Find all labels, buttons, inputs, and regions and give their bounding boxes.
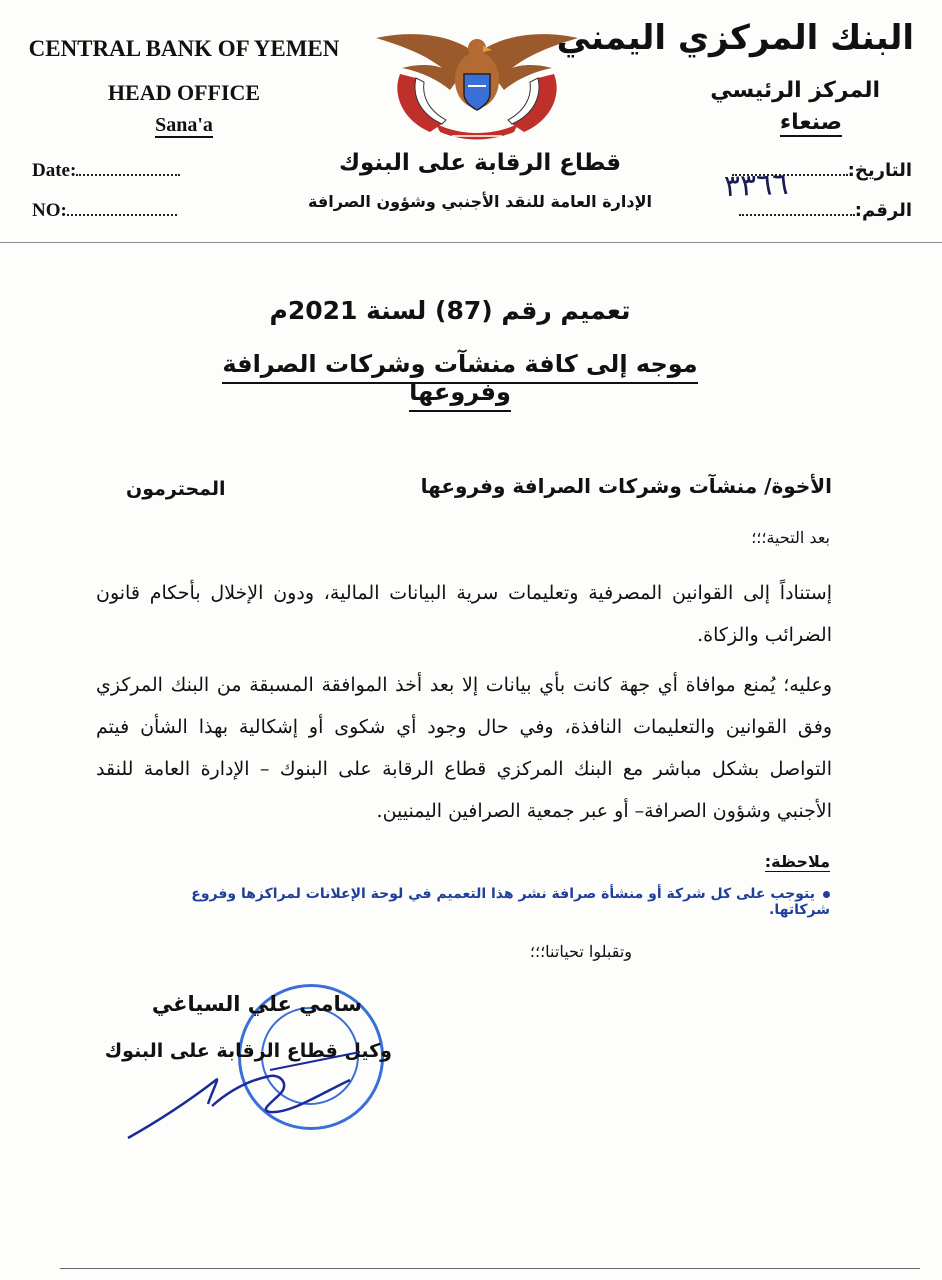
note-label-text: ملاحظة:	[764, 852, 830, 871]
ar-date-label: التاريخ:	[847, 160, 912, 181]
footer-divider	[60, 1268, 920, 1269]
ar-no-dots	[739, 214, 855, 216]
signatory-title: وكيل قطاع الرقابة على البنوك	[104, 1040, 392, 1062]
respected-label: المحترمون	[126, 478, 226, 500]
paragraph-1: إستناداً إلى القوانين المصرفية وتعليمات سرية البيانات المالية، ودون الإخلال بأحكام قانون الضرائب والزكاة.	[96, 582, 832, 646]
en-no-row	[32, 200, 177, 222]
header-divider	[0, 242, 942, 243]
ar-no-row	[739, 200, 912, 221]
greeting: بعد التحية؛؛؛	[751, 528, 830, 547]
circular-title: تعميم رقم (87) لسنة 2021م	[269, 296, 631, 325]
note-label	[765, 852, 830, 871]
bullet-dot-icon	[823, 891, 830, 898]
signature-icon	[120, 1040, 390, 1150]
en-city-text: Sana'a	[155, 114, 213, 136]
note-bullet	[170, 886, 830, 918]
en-date-dots	[76, 174, 180, 176]
en-city	[14, 114, 354, 137]
yemen-eagle-emblem-icon	[372, 24, 582, 142]
signatory-name: سامي علي السياغي	[151, 992, 362, 1016]
ar-city	[780, 110, 842, 135]
ar-city-text: صنعاء	[779, 110, 842, 135]
ar-bank-name: البنك المركزي اليمني	[556, 18, 914, 58]
note-bullet-text: يتوجب على كل شركة أو منشأة صرافة نشر هذا التعميم في لوحة الإعلانات لمراكزها وفروع شركاتها.	[191, 886, 830, 918]
en-no-label: NO:	[32, 200, 67, 221]
paragraph-2: وعليه؛ يُمنع موافاة أي جهة كانت بأي بيانات إلا بعد أخذ الموافقة المسبقة من البنك المركزي وفق القوانين والتعليمات النافذة، وفي حال وجود أي شكوى أو إشكالية بهذا الشأن فيتم التواصل بشكل مباشر مع البنك المركزي قطاع الرقابة على البنوك – الإدارة العامة للنقد الأجنبي وشؤون الصرافة– أو عبر جمعية الصرافين اليمنيين.	[96, 674, 832, 822]
en-bank-name: CENTRAL BANK OF YEMEN	[28, 36, 340, 61]
addressee: الأخوة/ منشآت وشركات الصرافة وفروعها	[420, 474, 832, 498]
ar-no-label: الرقم:	[854, 200, 912, 221]
en-no-dots	[67, 214, 177, 216]
sector-name: قطاع الرقابة على البنوك	[338, 150, 622, 176]
handwritten-ref-number: ٣٣٦٦	[723, 166, 790, 205]
en-head-office-text: HEAD OFFICE	[107, 80, 261, 105]
en-date-row	[32, 160, 180, 182]
circular-subtitle-text: موجه إلى كافة منشآت وشركات الصرافة وفروعها	[222, 350, 697, 412]
department-name: الإدارة العامة للنقد الأجنبي وشؤون الصرافة	[308, 192, 652, 211]
en-head-office	[14, 80, 354, 106]
closing: وتقبلوا تحياتنا؛؛؛	[529, 942, 632, 961]
en-date-label: Date:	[32, 160, 77, 181]
ar-head-office: المركز الرئيسي	[710, 78, 880, 103]
circular-subtitle	[220, 350, 700, 406]
